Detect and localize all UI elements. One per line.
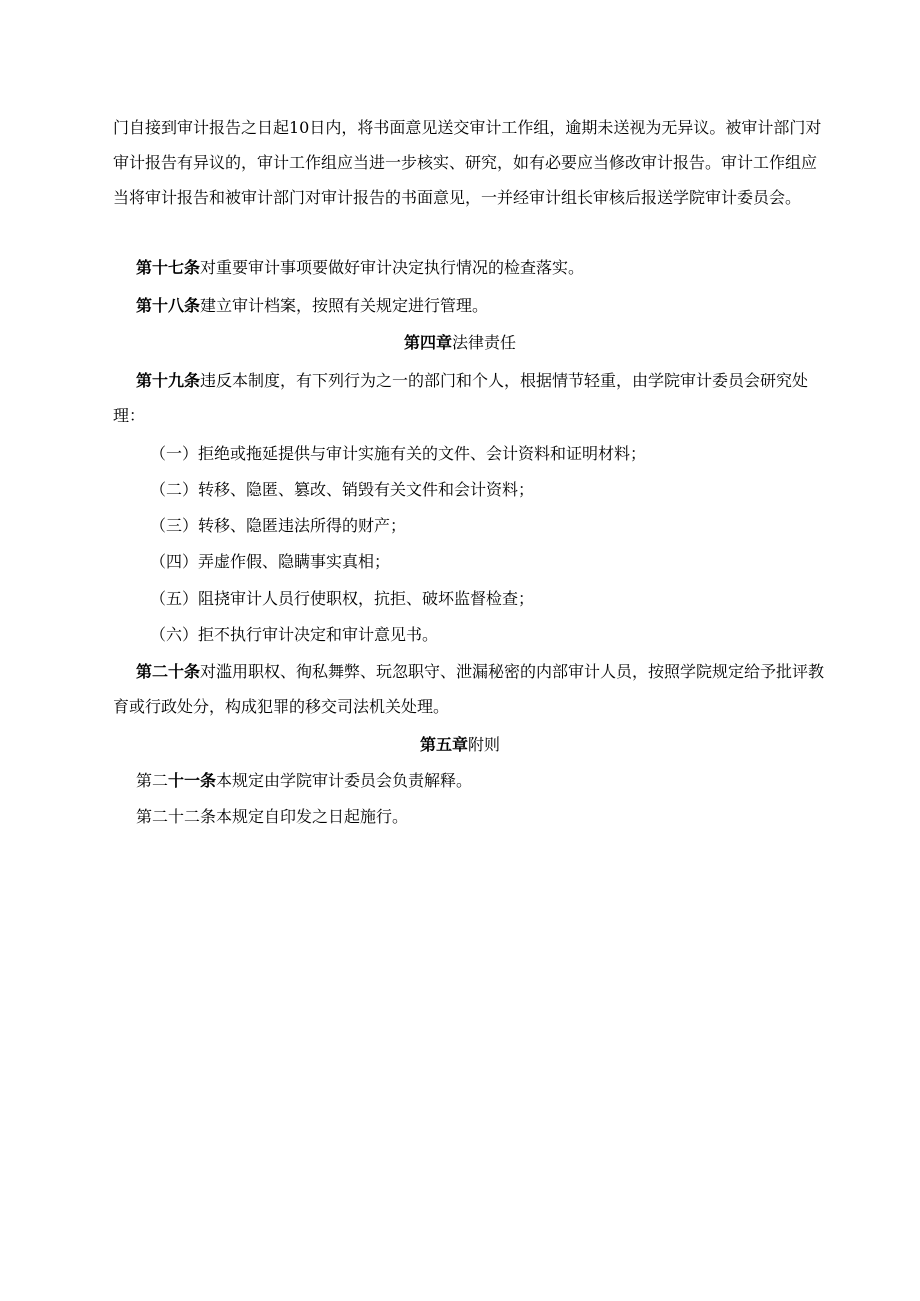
article-19 [113, 363, 829, 433]
article-text: 建立审计档案，按照有关规定进行管理。 [200, 296, 489, 315]
article-label-prefix: 第二 [136, 771, 169, 790]
chapter-label: 第五章 [419, 735, 468, 754]
article-label: 十一条 [168, 771, 217, 790]
chapter-title: 法律责任 [452, 333, 517, 352]
list-item: （三）转移、隐匿违法所得的财产； [150, 516, 407, 535]
chapter-label: 第四章 [403, 333, 452, 352]
article-17 [113, 250, 829, 285]
article-text: 对滥用职权、徇私舞弊、玩忽职守、泄漏秘密的内部审计人员，按照学院规定给予批评教育或行政处分，构成犯罪的移交司法机关处理。 [113, 662, 825, 716]
chapter-4-heading [0, 325, 920, 360]
chapter-5-heading [0, 727, 920, 762]
article-text: 本规定由学院审计委员会负责解释。 [216, 771, 473, 790]
list-item: （四）弄虚作假、隐瞒事实真相； [150, 552, 391, 571]
article-label: 第十九条 [136, 371, 201, 390]
list-item: （一）拒绝或拖延提供与审计实施有关的文件、会计资料和证明材料； [150, 444, 647, 463]
article-22 [113, 799, 829, 834]
paragraph-continuation [113, 110, 829, 215]
list-item: （五）阻挠审计人员行使职权，抗拒、破坏监督检查； [150, 589, 535, 608]
article-21 [113, 763, 829, 798]
article-label: 第二十条 [136, 662, 201, 681]
chapter-title: 附则 [468, 735, 501, 754]
article-text: 对重要审计事项要做好审计决定执行情况的检查落实。 [200, 258, 585, 277]
list-item: （二）转移、隐匿、篡改、销毁有关文件和会计资料； [150, 480, 535, 499]
article-text: 违反本制度，有下列行为之一的部门和个人，根据情节轻重，由学院审计委员会研究处理： [113, 371, 809, 425]
article-20 [113, 654, 829, 724]
article-18 [113, 288, 829, 323]
paragraph-text: 门自接到审计报告之日起10日内，将书面意见送交审计工作组，逾期未送视为无异议。被审计部门对审计报告有异议的，审计工作组应当进一步核实、研究，如有必要应当修改审计报告。审计工作组应当将审计报告和被审计部门对审计报告的书面意见，一并经审计组长审核后报送学院审计委员会。 [113, 118, 822, 207]
list-item: （六）拒不执行审计决定和审计意见书。 [150, 625, 439, 644]
article-text: 第二十二条本规定自印发之日起施行。 [136, 807, 409, 826]
article-label: 第十八条 [136, 296, 201, 315]
article-label: 第十七条 [136, 258, 201, 277]
